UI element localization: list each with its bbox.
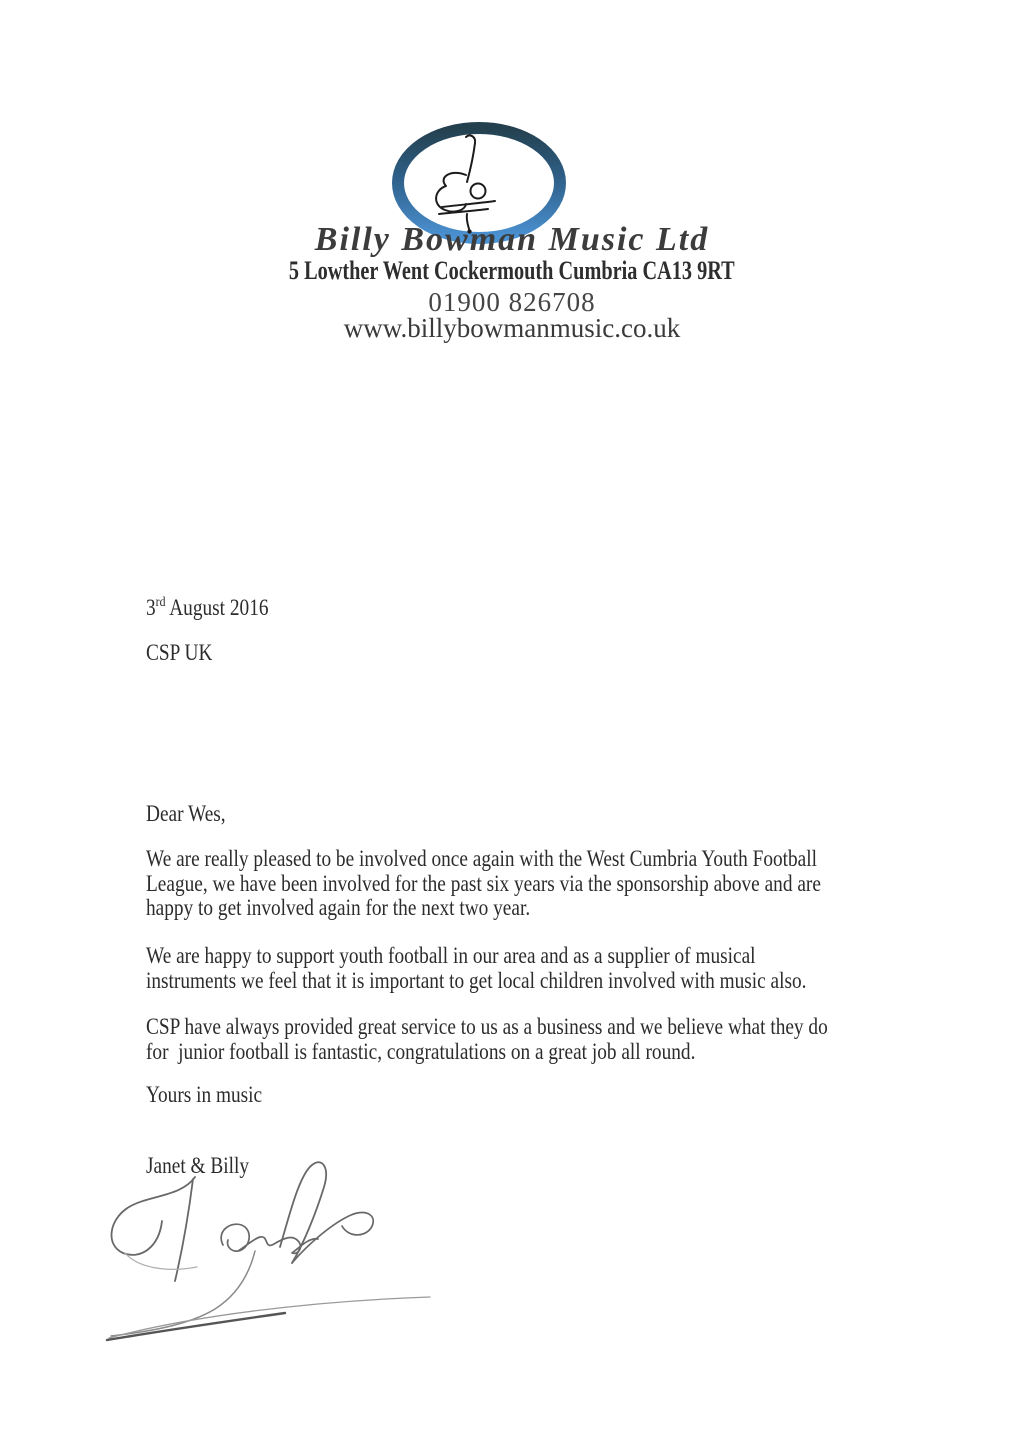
paragraph-3: CSP have always provided great service to us as a business and we believe what they do for junior football is fantastic, congratulations on a great job all round.: [146, 1014, 828, 1064]
closing: Yours in music: [146, 1082, 263, 1107]
date-line: [146, 591, 269, 621]
company-website: www.billybowmanmusic.co.uk: [343, 313, 681, 343]
date-day: 3: [146, 595, 156, 620]
date-ordinal: rd: [155, 595, 166, 610]
date-month-year: August 2016: [165, 595, 269, 620]
handwritten-signature-icon: [85, 1155, 455, 1355]
company-address: [0, 256, 1024, 286]
company-address-text: 5 Lowther Went Cockermouth Cumbria CA13 9RT: [289, 256, 735, 285]
salutation: Dear Wes,: [146, 801, 226, 826]
guitar-sketch-icon: [436, 135, 495, 233]
recipient: CSP UK: [146, 640, 213, 665]
company-phone: 01900 826708: [428, 287, 596, 317]
company-name: Billy Bowman Music Ltd: [314, 221, 710, 258]
paragraph-1: We are really pleased to be involved once again with the West Cumbria Youth Football League, we have been involved for the past six years via the sponsorship above and are happy to get involved again for the next two year.: [146, 846, 821, 920]
paragraph-2: We are happy to support youth football in our area and as a supplier of musical instruments we feel that it is important to get local children involved with music also.: [146, 943, 807, 993]
signed-by-names: Janet & Billy: [146, 1153, 250, 1178]
